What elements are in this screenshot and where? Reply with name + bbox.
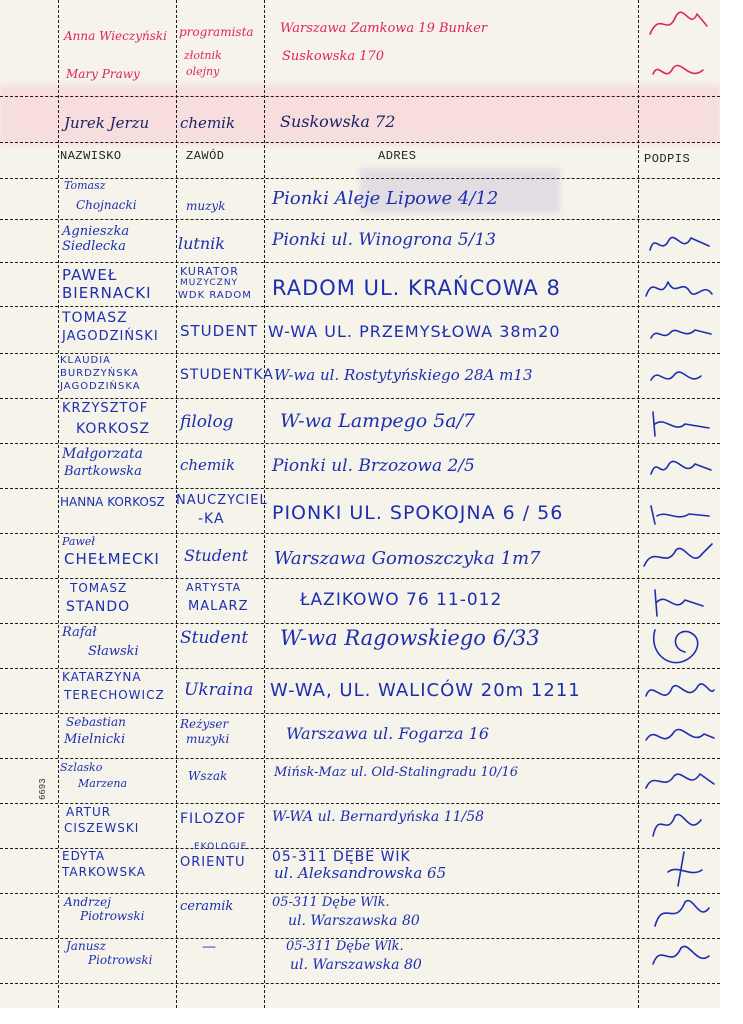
entry-name: KATARZYNA [62, 670, 142, 684]
signature-scribble [642, 720, 716, 754]
entry-profession: ARTYSTA [186, 581, 242, 594]
entry-profession-line2: złotnik [184, 49, 222, 62]
entry-profession-line2: MUZYCZNY [180, 278, 239, 288]
signature-scribble [640, 540, 716, 576]
row-rule [0, 983, 720, 984]
entry-address: Warszawa Gomoszczyka 1m7 [274, 548, 541, 569]
entry-profession-line2: -KA [198, 511, 225, 527]
entry-profession: lutnik [178, 234, 225, 253]
signature-scribble [645, 362, 715, 392]
row-rule [0, 219, 720, 220]
entry-name-line2: BURDZYŃSKA [60, 368, 139, 379]
signature-scribble [648, 848, 712, 890]
column-rule [58, 0, 59, 1008]
row-rule [0, 668, 720, 669]
entry-profession: Wszak [188, 769, 228, 783]
entry-address: 05-311 Dębe Wlk. [272, 895, 390, 910]
entry-profession-line3: WDK RADOM [178, 290, 252, 301]
entry-profession-line3: olejny [186, 65, 220, 78]
entry-profession: NAUCZYCIEL [176, 493, 268, 508]
entry-name: Rafał [62, 625, 97, 640]
entry-name: EDYTA [62, 849, 106, 863]
entry-profession-line2: MALARZ [188, 599, 249, 614]
entry-address: Warszawa Zamkowa 19 Bunker [280, 21, 488, 36]
row-rule [0, 578, 720, 579]
row-rule [0, 142, 720, 143]
entry-name-line2: Sławski [88, 644, 139, 659]
entry-name-line2: Mielnicki [64, 732, 126, 747]
entry-name: KLAUDIA [60, 355, 112, 366]
entry-name: Szlasko [60, 761, 103, 774]
entry-address-line2: ul. Aleksandrowska 65 [274, 864, 447, 882]
entry-name-line2: Siedlecka [62, 239, 126, 254]
row-rule [0, 758, 720, 759]
entry-name: Agnieszka [62, 224, 130, 239]
entry-profession: Ukraina [184, 680, 254, 700]
row-rule [0, 488, 720, 489]
entry-profession: chemik [180, 456, 236, 474]
entry-address: W-wa Lampego 5a/7 [280, 410, 476, 432]
entry-address-line2: ul. Warszawska 80 [290, 957, 422, 973]
entry-name: Anna Wieczyński [64, 29, 167, 43]
entry-profession: KURATOR [180, 265, 239, 278]
row-rule [0, 306, 720, 307]
row-rule [0, 443, 720, 444]
entry-profession: chemik [180, 114, 236, 132]
entry-address: Warszawa ul. Fogarza 16 [286, 724, 490, 743]
entry-name: HANNA KORKOSZ [60, 495, 165, 509]
entry-name-line2: STANDO [66, 599, 131, 615]
entry-name-line2: TARKOWSKA [62, 865, 146, 879]
entry-name: Tomasz [64, 179, 106, 192]
entry-name: Paweł [62, 535, 95, 548]
column-rule [638, 0, 639, 1008]
entry-address: Pionki ul. Winogrona 5/13 [272, 230, 497, 250]
entry-address: PIONKI UL. SPOKOJNA 6 / 56 [272, 502, 564, 524]
entry-address: W-WA, UL. WALICÓW 20m 1211 [270, 680, 581, 701]
entry-name-line2: Chojnacki [76, 198, 137, 212]
entry-address-line2: Suskowska 170 [282, 49, 385, 64]
signature-scribble [645, 228, 715, 260]
signature-scribble [645, 936, 715, 976]
entry-profession: EKOLOGIE [194, 842, 248, 852]
entry-name: KRZYSZTOF [62, 401, 149, 416]
entry-name-line2: Mary Prawy [66, 67, 140, 81]
entry-profession: — [202, 939, 216, 955]
signature-scribble [645, 6, 715, 42]
entry-name: Sebastian [66, 715, 126, 729]
header-signature: PODPIS [644, 152, 691, 166]
entry-profession: STUDENTKA [180, 367, 274, 383]
entry-profession: FILOZOF [180, 811, 247, 827]
row-rule [0, 893, 720, 894]
entry-address: Suskowska 72 [280, 112, 396, 131]
row-rule [0, 262, 720, 263]
stamp-number: 6693 [38, 778, 48, 800]
signature-scribble [645, 406, 715, 440]
entry-name-line2: Bartkowska [64, 464, 142, 479]
entry-name: TOMASZ [62, 310, 128, 326]
entry-profession: ceramik [180, 899, 234, 914]
signature-scribble [645, 54, 715, 90]
signature-scribble [645, 452, 715, 484]
entry-name: Jurek Jerzu [64, 114, 150, 132]
entry-name-line2: JAGODZIŃSKI [62, 329, 159, 344]
entry-name: ARTUR [66, 805, 112, 819]
row-rule [0, 96, 720, 97]
row-rule [0, 623, 720, 624]
entry-address: Mińsk-Maz ul. Old-Stalingradu 10/16 [274, 765, 519, 780]
entry-address: W-wa Ragowskiego 6/33 [280, 626, 540, 650]
entry-address: 05-311 DĘBE WIK [272, 849, 411, 865]
entry-name: Andrzej [64, 895, 111, 909]
signature-scribble [642, 674, 716, 710]
entry-address: Pionki ul. Brzozowa 2/5 [272, 456, 475, 476]
row-rule [0, 533, 720, 534]
entry-name-line2: Piotrowski [88, 953, 153, 967]
entry-name-line2: Piotrowski [80, 909, 145, 923]
row-rule [0, 713, 720, 714]
entry-profession: Reżyser [180, 717, 229, 731]
entry-address-line2: ul. Warszawska 80 [288, 913, 420, 929]
entry-name-line2: CISZEWSKI [64, 821, 140, 835]
entry-address: 05-311 Dębe Wlk. [286, 939, 404, 954]
signature-scribble [645, 498, 715, 528]
entry-name-line3: JAGODZIŃSKA [60, 381, 141, 392]
entry-profession-line2: ORIENTU [180, 855, 246, 870]
signature-scribble [642, 272, 716, 306]
entry-profession: programista [179, 25, 254, 39]
row-rule [0, 178, 720, 179]
entry-name: Janusz [66, 939, 106, 953]
header-profession: ZAWÓD [186, 149, 225, 163]
entry-name: TOMASZ [70, 581, 128, 595]
entry-address: W-wa ul. Rostytyńskiego 28A m13 [274, 366, 533, 384]
entry-name-line2: Marzena [78, 777, 128, 790]
entry-address: RADOM UL. KRAŃCOWA 8 [272, 276, 561, 300]
signature-scribble [645, 624, 715, 670]
entry-name: Małgorzata [62, 446, 143, 462]
entry-address: W-WA UL. PRZEMYSŁOWA 38m20 [268, 322, 561, 341]
signature-scribble [642, 764, 716, 798]
row-rule [0, 398, 720, 399]
entry-address: W-WA ul. Bernardyńska 11/58 [272, 809, 485, 825]
signature-scribble [645, 586, 715, 620]
row-rule [0, 353, 720, 354]
signature-scribble [645, 892, 715, 934]
entry-profession: STUDENT [180, 322, 259, 340]
signature-scribble [645, 806, 715, 844]
entry-name-line2: KORKOSZ [76, 421, 151, 437]
entry-address: Pionki Aleje Lipowe 4/12 [272, 188, 499, 209]
header-address: ADRES [378, 149, 417, 163]
entry-profession: Student [180, 628, 249, 648]
entry-name-line2: TERECHOWICZ [64, 688, 165, 702]
row-rule [0, 803, 720, 804]
entry-address: ŁAZIKOWO 76 11-012 [300, 590, 503, 610]
entry-profession: filolog [180, 412, 234, 432]
entry-name-line2: CHEŁMECKI [64, 550, 160, 568]
entry-profession: Student [184, 546, 249, 565]
entry-profession-line2: muzyki [186, 732, 230, 746]
entry-name: PAWEŁ [62, 266, 118, 284]
bottom-margin [0, 1008, 743, 1024]
entry-name-line2: BIERNACKI [62, 284, 152, 302]
entry-profession: muzyk [186, 199, 226, 213]
header-name: NAZWISKO [60, 149, 122, 163]
signature-scribble [645, 318, 715, 348]
right-margin [720, 0, 743, 1024]
